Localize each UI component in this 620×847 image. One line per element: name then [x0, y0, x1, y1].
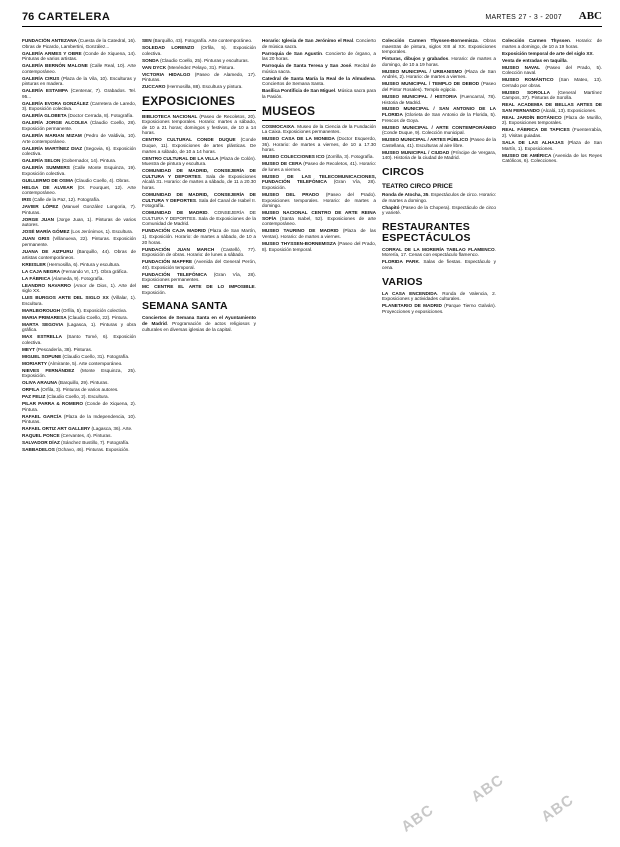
listing-entry: MIGUEL SOPUNE (Claudio Coello, 31). Fotografía. [22, 353, 130, 359]
museum-entry: MUSEO MUNICIPAL / CIUDAD (Príncipe de Vergara, 140). Historia de la ciudad de Madrid. [382, 149, 496, 161]
exhibition-entry: COMUNIDAD DE MADRID. CONSEJERÍA DE CULTURA Y DEPORTES. Sala de Exposiciones de la Comunidad de Madrid. [142, 210, 256, 227]
museum-entry: MUSEO DE LAS TELECOMUNICACIONES, FUNDACIÓN TELEFÓNICA (Gran Vía, 28). Exposición. [262, 173, 376, 190]
listing-entry: PILAR PARRA & ROMERO (Conde de Xiquena, 2). Pintura. [22, 401, 136, 412]
column-2 [142, 38, 256, 838]
watermark-stamp: ABC [468, 771, 508, 806]
watermark-stamp: ABC [398, 801, 438, 836]
listing-entry: SONDA (Claudio Coello, 25). Pinturas y esculturas. [142, 57, 249, 63]
listing-entry: OLIVA ARAUNA (Barquillo, 29). Pinturas. [22, 380, 109, 386]
exposiciones-heading: EXPOSICIONES [142, 93, 236, 108]
listing-entry: GALERÍA EVORA GONZÁLEZ (Carretera de Laredo, 3). Exposición colectiva. [22, 100, 136, 112]
listing-entry: VAN DYCK (Menéndez Pelayo, 31). Pintura. [142, 64, 235, 70]
museos-heading: MUSEOS [262, 103, 316, 118]
listing-entry: GALERÍA GLOBETA (Doctor Cerrada, 8). Fotografía. [22, 113, 134, 119]
museum-entry: MUSEO DEL PRADO (Paseo del Prado). Exposiciones temporales. Horario: de martes a domingo. [262, 191, 376, 209]
listing-entry: MUSEO DE AMÉRICA (Avenida de los Reyes Católicos, 6). Colecciones. [502, 152, 602, 164]
exhibition-entry: CENTRO CULTURAL CONDE DUQUE (Conde Duque, 11). Exposiciones de artes plásticas. De martes a sábado, de 10 a 14 horas. [142, 137, 256, 154]
exhibition-entry: FUNDACIÓN CAJA MADRID (Plaza de San Martín, 1). Exposición. Horario: de martes a sábado, de 10 a 20 horas. [142, 228, 256, 245]
exhibition-entry: COMUNIDAD DE MADRID, CONSEJERÍA DE CULTURA Y DEPORTES. Sala del Canal de Isabel II. Fotografía. [142, 191, 256, 209]
listing-entry: RAFAEL GARCÍA (Plaza de la Independencia, 10). Pinturas. [22, 413, 136, 425]
listing-entry: GUILLERMO DE OSMA (Claudio Coello, 4). Obras. [22, 177, 130, 183]
museum-entry: COSMOCAIXA. Museo de la Ciencia de la Fundación La Caixa. Exposiciones permanentes. [262, 123, 376, 135]
varios-entry: LA CASA ENCENDIDA. Ronda de Valencia, 2. Exposiciones y actividades culturales. [382, 290, 496, 302]
semana-santa-text: Conciertos de Semana Santa en el Ayuntamiento de Madrid. Programación de actos religiosos y culturales en diversas iglesias de la capital. [142, 315, 256, 332]
listing-entry: Parroquia de San Agustín. Concierto de órgano, a las 20 horas. [262, 50, 376, 62]
listing-entry: GALERÍA SELON (Gobernador, 14). Pintura. [22, 158, 117, 164]
listing-entry: MARLBOROUGH (Orfila, 5). Exposición colectiva. [22, 307, 127, 313]
listing-entry: PAZ FELIZ (Claudio Coello, 2). Escultura. [22, 394, 109, 400]
listing-entry: REAL FÁBRICA DE TAPICES (Fuenterrabía, 2). Visitas guiadas. [502, 127, 602, 139]
listing-entry: Venta de entradas en taquilla. [502, 57, 568, 63]
museum-entry: MUSEO COLECCIONES ICO (Zorrilla, 3). Fotografía. [262, 154, 374, 160]
listing-entry: SALA DE LAS ALHAJAS (Plaza de San Martín, 1). Exposiciones. [502, 140, 602, 151]
circus-entry: Ronda de Atocha, 35. Espectáculos de circo. Horario: de martes a domingo. [382, 192, 496, 203]
listing-entry: Horario: Iglesia de San Jerónimo el Real. Concierto de música sacra. [262, 38, 376, 49]
restaurant-entry: FLORIDA PARK. Salas de fiestas. Espectáculo y cena. [382, 259, 496, 270]
column-3 [262, 38, 376, 838]
museum-entry: MUSEO MUNICIPAL / ARTES PÚBLICO (Paseo de la Castellana, 41). Esculturas al aire libre. [382, 137, 496, 148]
listing-entry: Pinturas, dibujos y grabados. Horario: de martes a domingo, de 10 a 19 horas. [382, 56, 496, 67]
museum-entry: MUSEO DE CERA (Paseo de Recoletos, 41). Horario: de lunes a viernes. [262, 161, 376, 172]
listing-entry: GALERÍA ARMES Y OBRE (Conde de Xiquena, 14). Pinturas de varios artistas. [22, 50, 136, 62]
column-5 [502, 38, 602, 838]
varios-entry: PLANETARIO DE MADRID (Parque Tierno Galván). Proyecciones y exposiciones. [382, 303, 496, 314]
listing-entry: JUAN GRIS (Villanueva, 22). Pinturas. Exposición permanente. [22, 236, 136, 248]
listing-entry: Colección Carmen Thyssen-Bornemisza. Obras maestras de pintura, siglos XIII al XX. Exposiciones temporales. [382, 38, 496, 55]
listing-entry: Exposición temporal de arte del siglo XX. [502, 50, 594, 56]
listing-entry: GALERÍA JORGE ALCOLEA (Claudio Coello, 28). Exposición permanente. [22, 120, 136, 132]
listing-entry: RAFAEL ORTIZ ART GALLERY (Lagasca, 36). Arte. [22, 426, 133, 432]
circus-entry: Chapitó (Paseo de la Chopera). Espectáculo de circo y varieté. [382, 204, 496, 216]
watermark-stamp: ABC [538, 791, 578, 826]
listing-entry: SOLEDAD LORENZO (Orfila, 5). Exposición colectiva. [142, 44, 256, 56]
listing-entry: MUSEO ROMÁNTICO (San Mateo, 13). Cerrado por obras. [502, 77, 602, 88]
listing-entry: SABBADELOS (Ochavo, 46). Pinturas. Exposición. [22, 447, 130, 453]
museum-entry: MUSEO MUNICIPAL / SAN ANTONIO DE LA FLORIDA (Glorieta de San Antonio de la Florida, 5). Frescos de Goya. [382, 106, 496, 123]
listing-entry: VICTORIA HIDALGO (Paseo de Alamedo, 17). Pinturas. [142, 71, 256, 83]
listing-entry: SALVADOR DÍAZ (Sánchez Bustillo, 7). Fotografía. [22, 440, 130, 446]
listing-entry: LA FÁBRICA (Alameda, 9). Fotografía. [22, 275, 104, 281]
page-header [22, 10, 602, 27]
listing-entry: MEYT (Pescadería, 38). Pinturas. [22, 346, 93, 352]
listing-entry: NIEVES FERNÁNDEZ (Monte Esquinza, 25). Exposición. [22, 367, 136, 379]
column-4 [382, 38, 496, 838]
exhibition-entry: FUNDACIÓN JUAN MARCH (Castelló, 77). Exposición de obras. Horario: de lunes a sábado. [142, 246, 256, 258]
exhibition-entry: FUNDACIÓN TELEFÓNICA (Gran Vía, 28). Exposiciones permanentes. [142, 271, 256, 283]
museum-entry: MUSEO THYSSEN-BORNEMISZA (Paseo del Prado, 8). Exposición temporal. [262, 240, 376, 252]
listing-entry: FUNDACIÓN ANTEZANA (Cuesta de la Catedral, 16). Obras de Picardo, Lambertini, González... [22, 38, 136, 49]
listing-entry: JAVIER LÓPEZ (Manuel González Longoria, 7). Pinturas. [22, 204, 136, 215]
exhibition-entry: BIBLIOTECA NACIONAL (Paseo de Recoletos, 20). Exposiciones temporales. Horario: martes a sábado, de 10 a 21 horas; domingos y festivos, de 10 a 14 horas. [142, 113, 256, 136]
listing-entry: LEANDRO NAVARRO (Amor de Dios, 1). Arte del siglo XX. [22, 282, 136, 294]
circos-heading: CIRCOS [382, 166, 425, 178]
listing-entry: JUANA DE AIZPURU (Barquillo, 44). Obras de artistas contemporáneos. [22, 249, 136, 260]
exhibition-entry: FUNDACIÓN MAPFRE (Avenida del General Perón, 40). Exposición temporal. [142, 259, 256, 270]
listing-entry: IRIS (Calle de la Paz, 12). Fotografía. [22, 197, 101, 203]
listing-entry: ORFILA (Orfila, 3). Pinturas de varios autores. [22, 387, 119, 393]
divider [262, 120, 376, 121]
restaurantes-heading: RESTAURANTES ESPECTÁCULOS [382, 220, 471, 244]
listing-entry: Parroquia de Santa Teresa y San José. Recital de música sacra. [262, 63, 376, 74]
section-title: CARTELERA [38, 11, 111, 23]
listing-entry: MORIARTY (Almirante, 5). Arte contemporáneo. [22, 360, 123, 366]
museum-entry: MUSEO MUNICIPAL / ARTE CONTEMPORÁNEO (Conde Duque, 9). Colección municipal. [382, 124, 496, 136]
listing-entry: LUIS BURGOS ARTE DEL SIGLO XX (Villalar, 1). Escultura. [22, 295, 136, 306]
semana-santa-heading: SEMANA SANTA [142, 300, 228, 313]
listing-entry: JOSÉ MARÍA GÓMEZ (Los Jerónimos, 1). Escultura. [22, 229, 134, 235]
divider [142, 110, 256, 111]
issue-date: MARTES 27 - 3 - 2007 [485, 14, 562, 21]
newspaper-logo: ABC [578, 10, 602, 22]
listing-entry: GALERÍA MARTÍNEZ DIAZ (Segovia, 6). Exposición colectiva. [22, 145, 136, 157]
listing-entry: ZUCCARO (Hermosilla, 88). Escultura y pintura. [142, 84, 243, 90]
listing-entry: REAL JARDÍN BOTÁNICO (Plaza de Murillo, 2). Exposiciones temporales. [502, 114, 602, 126]
listing-entry: LA CAJA NEGRA (Fernando VI, 17). Obra gráfica. [22, 268, 128, 274]
museum-entry: MUSEO MUNICIPAL / URBANISMO (Plaza de San Andrés, 2). Horario: de martes a viernes. [382, 68, 496, 80]
museum-entry: MUSEO NACIONAL CENTRO DE ARTE REINA SOFÍA (Santa Isabel, 52). Exposiciones de arte contemporáneo. [262, 210, 376, 227]
exhibition-entry: MC CENTRE EL ARTE DE LO IMPOSIBLE. Exposición. [142, 284, 256, 295]
page-number: 76 [22, 11, 35, 23]
museum-entry: MUSEO MUNICIPAL / HISTORIA (Fuencarral, 78). Historia de Madrid. [382, 93, 496, 105]
listing-entry: REAL ACADEMIA DE BELLAS ARTES DE SAN FERNANDO (Alcalá, 13). Exposiciones. [502, 102, 602, 113]
listing-entry: Basílica Pontificia de San Miguel. Música sacra para la Pasión. [262, 88, 376, 99]
listing-entry: GALERÍA MARIAN MIZAM (Pedro de Valdivia, 10). Arte contemporáneo. [22, 133, 136, 144]
listing-entry: JORGE JUAN (Jorge Juan, 1). Pinturas de varios autores. [22, 216, 136, 228]
listing-entry: MARTA SEGOVIA (Lagasca, 1). Pinturas y obra gráfica. [22, 321, 136, 333]
exhibition-entry: CENTRO CULTURAL DE LA VILLA (Plaza de Colón). Muestra de pintura y escultura. [142, 155, 256, 167]
listing-entry: HELGA DE ALVEAR (Dr. Fourquet, 12). Arte contemporáneo. [22, 184, 136, 196]
column-1 [22, 38, 136, 838]
listing-entry: MAX ESTRELLA (Santo Tomé, 6). Exposición colectiva. [22, 334, 136, 345]
circos-subheading: TEATRO CIRCO PRICE [382, 183, 453, 190]
listing-entry: GALERÍA CIRUS (Plaza de la Vila, 10). Esculturas y pinturas en madera. [22, 75, 136, 87]
listing-entry: Colección Carmen Thyssen. Horario: de martes a domingo, de 10 a 19 horas. [502, 38, 602, 49]
listing-entry: MUSEO NAVAL (Paseo del Prado, 5). Colección naval. [502, 64, 602, 76]
listing-entry: GALERÍA BERNÓN MALONE (Calle Real, 10). Arte contemporáneo. [22, 63, 136, 74]
listing-entry: KREISLER (Hermosilla, 6). Pintura y escultura. [22, 261, 121, 267]
listing-entry: Catedral de Santa María la Real de la Almudena. Conciertos de Semana Santa. [262, 75, 376, 87]
listing-entry: MARIA PRIMARESA (Claudio Coello, 22). Pintura. [22, 314, 128, 320]
exhibition-entry: COMUNIDAD DE MADRID, CONSEJERÍA DE CULTURA Y DEPORTES. Sala de Exposiciones Alcalá 31. Horario: de martes a sábado, de 11 a 20.30 horas. [142, 168, 256, 190]
listing-entry: RAQUEL PONCE (Cervantes, 4). Pinturas. [22, 433, 112, 439]
museum-entry: MUSEO MUNICIPAL / TEMPLO DE DEBOD (Paseo del Pintor Rosales). Templo egipcio. [382, 81, 496, 92]
listing-entry: SEN (Barquillo, 43). Fotografía. Arte contemporáneo. [142, 38, 253, 43]
museum-entry: MUSEO TAURINO DE MADRID (Plaza de las Ventas). Horario: de martes a viernes. [262, 228, 376, 239]
listing-entry: GALERÍA SUMMERS (Calle Monte Esquinza, 19). Exposición colectiva. [22, 165, 136, 176]
listing-entry: GALERÍA ESTAMPA (Centenar, 7). Grabados. Tel. 95... [22, 88, 136, 99]
varios-heading: VARIOS [382, 275, 423, 288]
listing-entry: MUSEO SOROLLA (General Martínez Campos, 37). Pinturas de Sorolla. [502, 89, 602, 101]
museum-entry: MUSEO CASA DE LA MONEDA (Doctor Esquerdo, 36). Horario: de martes a viernes, de 10 a 17.30 horas. [262, 136, 376, 153]
restaurant-entry: CORRAL DE LA MORERÍA TABLAO FLAMENCO. Morería, 17. Cenas con espectáculo flamenco. [382, 246, 496, 258]
